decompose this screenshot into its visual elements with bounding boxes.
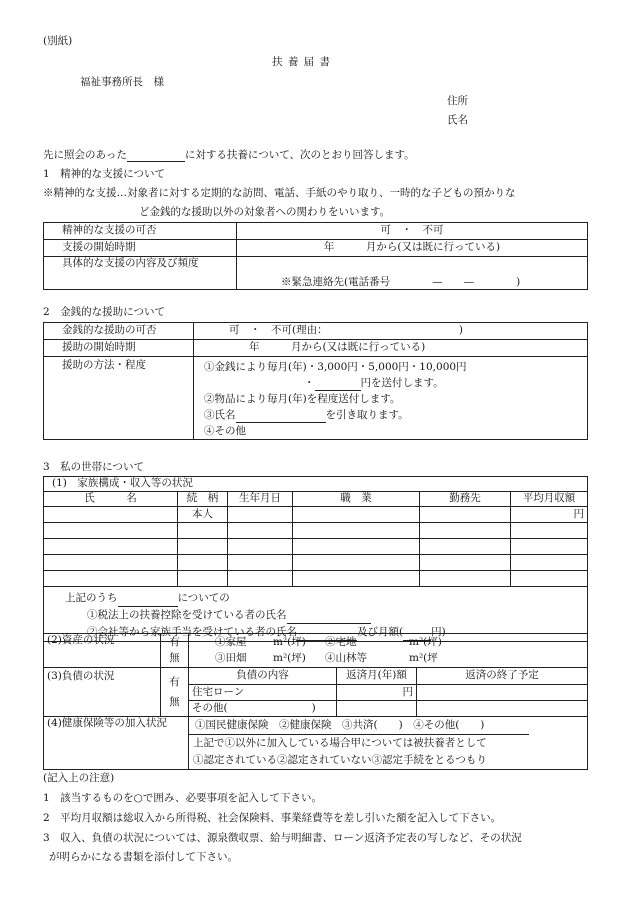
debt-yes[interactable]: 有 xyxy=(169,676,180,688)
assets-label: (2)資産の状況 xyxy=(44,634,161,668)
assets-yes[interactable]: 有 xyxy=(161,634,189,651)
family-table xyxy=(43,476,588,642)
income-cell[interactable] xyxy=(511,539,588,555)
birthdate-cell[interactable] xyxy=(228,571,293,587)
name-label: 氏名 xyxy=(447,114,468,126)
note-1: 1 該当するものを○で囲み、必要事項を記入して下さい。 xyxy=(43,792,322,804)
asset-forest-unit: m²(坪 xyxy=(409,652,438,665)
tax-deduction-line xyxy=(47,607,584,624)
occupation-cell[interactable] xyxy=(293,539,420,555)
sec2-row1-value[interactable]: 可 ・ 不可(理由： ) xyxy=(194,323,588,340)
sec2-row1-label: 金銭的な援助の可否 xyxy=(44,323,194,340)
asset-house-unit: m²(坪) xyxy=(273,635,306,648)
tax-name-blank[interactable] xyxy=(287,612,371,624)
sec1-row2-label: 支援の開始時期 xyxy=(44,240,237,257)
income-cell[interactable] xyxy=(511,555,588,571)
note-2: 2 平均月収額は総収入から所得税、社会保険料、事業経費等を差し引いた額を記入して下さい。 xyxy=(43,812,502,824)
col-income: 平均月収額 xyxy=(511,492,588,507)
family-name-cell[interactable] xyxy=(44,555,178,571)
method-takein-pre: ③氏名 xyxy=(204,409,236,421)
asset-land-unit: m²(坪) xyxy=(409,635,442,648)
sec1-row1-value[interactable]: 可 ・ 不可 xyxy=(237,223,588,240)
col-birthdate: 生年月日 xyxy=(228,492,293,507)
tax-deduction-text: ①税法上の扶養控除を受けている者の氏名 xyxy=(87,609,287,621)
income-cell[interactable]: 円 xyxy=(511,507,588,523)
family-name-cell[interactable] xyxy=(44,539,178,555)
sec2-row3-label: 援助の方法・程度 xyxy=(44,357,194,440)
table-row xyxy=(44,555,588,571)
occupation-cell[interactable] xyxy=(293,571,420,587)
intro-text xyxy=(43,149,415,162)
col-relation: 続 柄 xyxy=(178,492,228,507)
family-name-cell[interactable] xyxy=(44,571,178,587)
debt-label: (3)負債の状況 xyxy=(44,668,161,717)
allowance-post: 円) xyxy=(431,626,446,638)
intro-pre: 先に照会のあった xyxy=(43,149,127,161)
sec2-method-cell xyxy=(194,357,588,440)
intro-post: に対する扶養について、次のとおり回答します。 xyxy=(184,149,415,161)
occupation-cell[interactable] xyxy=(293,523,420,539)
birthdate-cell[interactable] xyxy=(228,507,293,523)
sec2-heading: 2 金銭的な援助について xyxy=(43,306,165,318)
document-title: 扶 養 届 書 xyxy=(272,56,332,68)
notes-heading: (記入上の注意) xyxy=(43,772,115,784)
sec1-row1-label: 精神的な支援の可否 xyxy=(44,223,237,240)
method-other[interactable]: ④その他 xyxy=(204,425,246,437)
method-money[interactable]: ①金銭により毎月(年)・3,000円・5,000円・10,000円 xyxy=(204,361,467,373)
debt-loan-end[interactable] xyxy=(417,685,588,701)
sec3-heading: 3 私の世帯について xyxy=(43,461,144,473)
uchi-blank[interactable] xyxy=(118,595,178,607)
sec1-row2-value[interactable]: 年 月から(又は既に行っている) xyxy=(237,240,588,257)
employer-cell[interactable] xyxy=(420,507,511,523)
money-amount-blank[interactable] xyxy=(315,379,361,391)
annex-label: (別紙) xyxy=(43,35,73,47)
asset-forest[interactable]: ④山林等 xyxy=(325,652,367,665)
asset-field-unit: m²(坪) xyxy=(273,652,306,665)
sec1-note-1: ※精神的な支援…対象者に対する定期的な訪問、電話、手紙のやり取り、一時的な子どもの預かりな xyxy=(43,187,516,199)
table-row xyxy=(44,571,588,587)
assets-row-1 xyxy=(189,634,588,651)
sec2-table xyxy=(43,322,588,440)
birthdate-cell[interactable] xyxy=(228,523,293,539)
insurance-note-1: 上記で①以外に加入している場合甲については被扶養者として xyxy=(193,737,487,749)
insurance-label: (4)健康保険等の加入状況 xyxy=(44,717,189,770)
debt-loan: 住宅ローン xyxy=(189,685,337,701)
sec1-heading: 1 精神的な支援について xyxy=(43,168,165,180)
col-occupation: 職 業 xyxy=(293,492,420,507)
family-subheading: (1) 家族構成・収入等の状況 xyxy=(44,477,588,492)
method-goods[interactable]: ②物品により毎月(年)を程度送付します。 xyxy=(204,393,401,405)
method-takein[interactable] xyxy=(204,407,584,423)
subject-blank[interactable] xyxy=(127,150,185,162)
assets-no[interactable]: 無 xyxy=(161,651,189,668)
debt-col-content: 負債の内容 xyxy=(189,668,337,685)
income-cell[interactable] xyxy=(511,571,588,587)
employer-cell[interactable] xyxy=(420,539,511,555)
relation-cell[interactable] xyxy=(178,523,228,539)
sec2-row2-value[interactable]: 年 月から(又は既に行っている) xyxy=(194,340,588,357)
relation-self: 本人 xyxy=(178,507,228,523)
allowance-pre: ②会社等から家族手当を受けている者の氏名 xyxy=(87,626,297,638)
debt-col-repayment: 返済月(年)額 xyxy=(337,668,417,685)
note-3: 3 収入、負債の状況については、源泉徴収票、給与明細書、ローン返済予定表の写しなど、その状況 xyxy=(43,832,522,844)
assets-row-2 xyxy=(189,651,588,668)
debt-other-end[interactable] xyxy=(417,701,588,717)
note-3-continued: が明らかになる書類を添付して下さい。 xyxy=(49,851,238,863)
relation-cell[interactable] xyxy=(178,539,228,555)
col-name: 氏 名 xyxy=(44,492,178,507)
debt-loan-amount[interactable]: 円 xyxy=(337,685,417,701)
uchi-post: についての xyxy=(177,592,230,604)
sec1-table xyxy=(43,222,588,290)
sec1-note-2: ど金銭的な援助以外の対象者への関わりをいいます。 xyxy=(139,206,391,218)
insurance-note-2[interactable]: ①認定されている②認定されていない③認定手続をとるつもり xyxy=(193,754,487,766)
debt-other[interactable]: その他( ) xyxy=(189,701,337,717)
col-employer: 勤務先 xyxy=(420,492,511,507)
status-table xyxy=(43,633,588,770)
sec1-row3-label: 具体的な支援の内容及び頻度 xyxy=(44,257,237,290)
asset-land[interactable]: ②宅地 xyxy=(325,635,357,648)
employer-cell[interactable] xyxy=(420,555,511,571)
addressee: 福祉事務所長 様 xyxy=(80,76,164,88)
takein-name-blank[interactable] xyxy=(236,411,326,423)
income-cell[interactable] xyxy=(511,523,588,539)
birthdate-cell[interactable] xyxy=(228,555,293,571)
uchi-line xyxy=(47,590,584,607)
table-row xyxy=(44,539,588,555)
debt-other-amount[interactable] xyxy=(337,701,417,717)
birthdate-cell[interactable] xyxy=(228,539,293,555)
sec2-row2-label: 援助の開始時期 xyxy=(44,340,194,357)
relation-cell[interactable] xyxy=(178,555,228,571)
employer-cell[interactable] xyxy=(420,523,511,539)
method-money-dot: ・ xyxy=(304,377,315,389)
asset-field[interactable]: ③田畑 xyxy=(215,652,247,665)
method-money-custom[interactable] xyxy=(204,375,584,391)
debt-col-end: 返済の終了予定 xyxy=(417,668,588,685)
address-label: 住所 xyxy=(447,95,468,107)
table-row xyxy=(44,523,588,539)
method-takein-post: を引き取ります。 xyxy=(325,409,409,421)
method-money-suffix: 円を送付します。 xyxy=(360,377,444,389)
family-name-cell[interactable] xyxy=(44,523,178,539)
table-row xyxy=(44,507,588,523)
occupation-cell[interactable] xyxy=(293,507,420,523)
asset-house[interactable]: ①家屋 xyxy=(215,635,247,648)
insurance-cell xyxy=(189,717,588,770)
debt-no[interactable]: 無 xyxy=(169,696,180,708)
employer-cell[interactable] xyxy=(420,571,511,587)
uchi-pre: 上記のうち xyxy=(65,592,118,604)
occupation-cell[interactable] xyxy=(293,555,420,571)
relation-cell[interactable] xyxy=(178,571,228,587)
insurance-options[interactable]: ①国民健康保険 ②健康保険 ③共済( ) ④その他( ) xyxy=(189,717,529,735)
family-name-cell[interactable] xyxy=(44,507,178,523)
sec1-row3-value[interactable]: ※緊急連絡先(電話番号 — — ) xyxy=(237,257,588,290)
debt-yes-no xyxy=(161,668,189,717)
allowance-mid: 及び月額( xyxy=(357,626,404,638)
